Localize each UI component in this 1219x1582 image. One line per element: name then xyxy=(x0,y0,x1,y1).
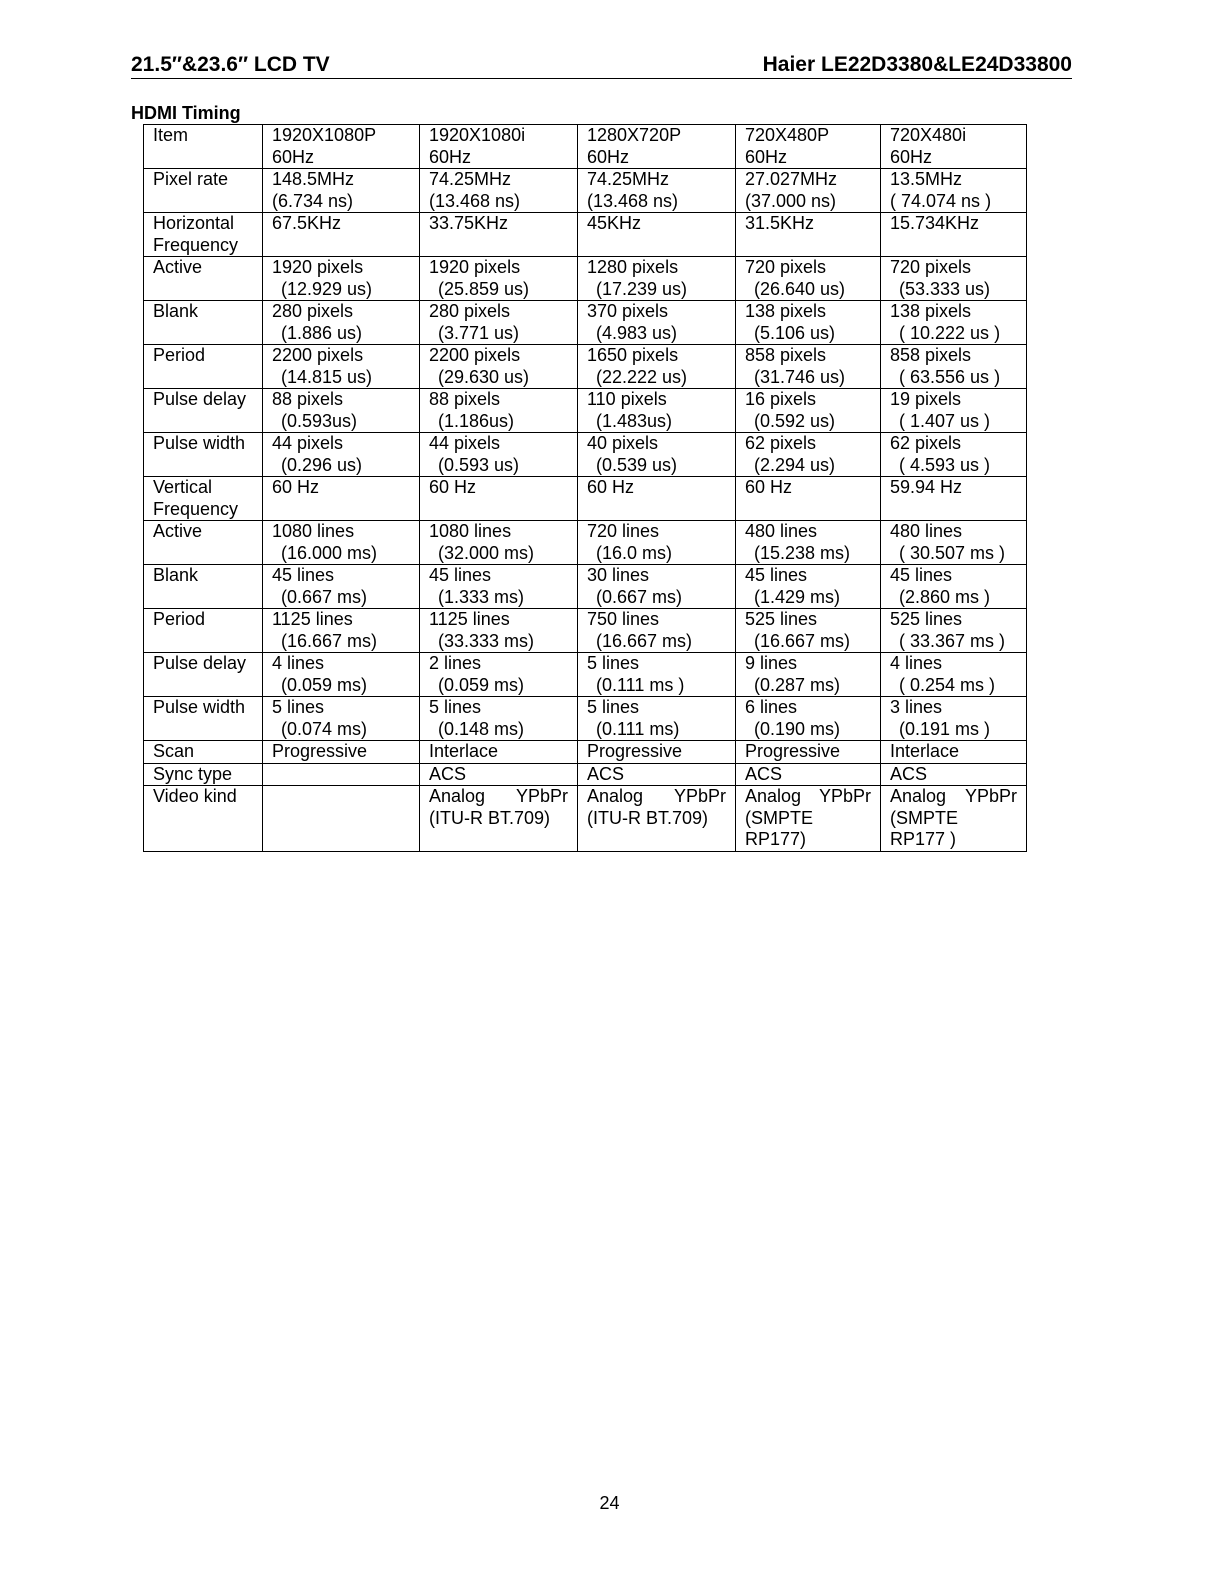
row-label: Frequency xyxy=(153,498,239,519)
cell-text: (16.000 ms) xyxy=(281,542,378,563)
cell-text: 1080 lines xyxy=(272,521,355,541)
cell-text: (33.333 ms) xyxy=(438,630,535,651)
table-cell xyxy=(578,213,736,257)
cell-text: (ITU-R BT.709) xyxy=(587,807,709,828)
cell-text: 16 pixels xyxy=(745,389,817,409)
cell-text: (4.983 us) xyxy=(596,322,678,343)
cell-text: 525 lines xyxy=(890,609,963,629)
row-label-cell xyxy=(144,169,263,213)
cell-text: 1125 lines xyxy=(429,609,510,629)
cell-text: 40 pixels xyxy=(587,433,659,453)
row-label-cell xyxy=(144,433,263,477)
cell-text: 1080 lines xyxy=(429,521,512,541)
cell-text: (0.592 us) xyxy=(754,410,836,431)
cell-text: ( 74.074 ns ) xyxy=(890,190,992,211)
cell-text: (53.333 us) xyxy=(899,278,991,299)
cell-text: Progressive xyxy=(745,741,841,761)
row-label-cell xyxy=(144,565,263,609)
row-label-cell xyxy=(144,477,263,521)
row-label-cell xyxy=(144,213,263,257)
cell-text: ( 4.593 us ) xyxy=(899,454,991,475)
cell-text: 88 pixels xyxy=(272,389,344,409)
table-cell xyxy=(578,257,736,301)
cell-text: Analog YPbPr xyxy=(429,786,568,806)
table-cell xyxy=(736,565,881,609)
table-cell xyxy=(578,609,736,653)
table-row xyxy=(144,609,1027,653)
row-label: Sync type xyxy=(153,763,233,784)
cell-text: ACS xyxy=(890,763,928,784)
cell-text: ( 0.254 ms ) xyxy=(899,674,996,695)
cell-text: (0.074 ms) xyxy=(281,718,368,739)
table-row xyxy=(144,477,1027,521)
row-label-cell xyxy=(144,301,263,345)
table-cell xyxy=(736,521,881,565)
cell-text: ( 33.367 ms ) xyxy=(899,630,1006,651)
cell-text: (1.186us) xyxy=(438,410,515,431)
cell-text: 67.5KHz xyxy=(272,213,342,233)
row-label-cell xyxy=(144,741,263,764)
cell-text: 5 lines xyxy=(587,697,640,717)
table-cell xyxy=(736,257,881,301)
cell-text: 480 lines xyxy=(745,521,818,541)
cell-text: 2200 pixels xyxy=(272,345,364,365)
table-cell xyxy=(578,565,736,609)
cell-text: (29.630 us) xyxy=(438,366,530,387)
cell-text: 19 pixels xyxy=(890,389,962,409)
cell-text: 525 lines xyxy=(745,609,818,629)
section-title: HDMI Timing xyxy=(131,103,241,123)
cell-text: ( 63.556 us ) xyxy=(899,366,1001,387)
cell-text: (25.859 us) xyxy=(438,278,530,299)
cell-text: 33.75KHz xyxy=(429,213,509,233)
cell-text: 60Hz xyxy=(429,146,472,167)
row-label-cell xyxy=(144,786,263,852)
cell-text: (0.059 ms) xyxy=(438,674,525,695)
table-cell xyxy=(420,741,578,764)
cell-text: (0.148 ms) xyxy=(438,718,525,739)
table-cell xyxy=(420,609,578,653)
table-cell xyxy=(881,389,1027,433)
cell-text: (1.429 ms) xyxy=(754,586,841,607)
table-row xyxy=(144,125,1027,169)
table-cell xyxy=(736,301,881,345)
cell-text: (15.238 ms) xyxy=(754,542,851,563)
cell-text: 60Hz xyxy=(272,146,315,167)
cell-text: (31.746 us) xyxy=(754,366,846,387)
row-label-cell xyxy=(144,257,263,301)
cell-text: 1280X720P xyxy=(587,125,682,145)
cell-text: Analog YPbPr xyxy=(587,786,726,806)
cell-text: (26.640 us) xyxy=(754,278,846,299)
table-cell xyxy=(578,301,736,345)
table-cell xyxy=(881,125,1027,169)
table-cell xyxy=(736,169,881,213)
cell-text: 5 lines xyxy=(587,653,640,673)
cell-text: 88 pixels xyxy=(429,389,501,409)
cell-text: (1.886 us) xyxy=(281,322,363,343)
cell-text: 280 pixels xyxy=(272,301,354,321)
table-row xyxy=(144,653,1027,697)
row-label: Pulse delay xyxy=(153,389,247,409)
cell-text: (0.111 ms) xyxy=(596,718,680,739)
table-cell xyxy=(736,741,881,764)
cell-text: (0.593us) xyxy=(281,410,358,431)
cell-text: ACS xyxy=(745,763,783,784)
row-label: Horizontal xyxy=(153,213,235,233)
cell-text: 138 pixels xyxy=(745,301,827,321)
cell-text: (0.059 ms) xyxy=(281,674,368,695)
table-cell xyxy=(578,786,736,852)
cell-text: 1650 pixels xyxy=(587,345,679,365)
table-cell xyxy=(263,301,420,345)
table-cell xyxy=(736,345,881,389)
cell-text: 45KHz xyxy=(587,213,642,233)
table-row xyxy=(144,389,1027,433)
cell-text: 60Hz xyxy=(890,146,933,167)
table-cell xyxy=(420,301,578,345)
table-cell xyxy=(263,763,420,786)
cell-text: Progressive xyxy=(272,741,368,761)
cell-text: ACS xyxy=(429,763,467,784)
table-cell xyxy=(420,786,578,852)
table-cell xyxy=(420,565,578,609)
cell-text: 138 pixels xyxy=(890,301,972,321)
row-label-cell xyxy=(144,125,263,169)
row-label: Video kind xyxy=(153,786,237,806)
cell-text: (0.667 ms) xyxy=(281,586,368,607)
cell-text: Analog YPbPr xyxy=(745,786,871,806)
cell-text: (37.000 ns) xyxy=(745,190,837,211)
table-row xyxy=(144,565,1027,609)
row-label: Item xyxy=(153,125,189,145)
row-label: Vertical xyxy=(153,477,213,497)
row-label: Scan xyxy=(153,741,195,761)
table-cell xyxy=(263,213,420,257)
table-cell xyxy=(578,763,736,786)
table-row xyxy=(144,786,1027,852)
table-cell xyxy=(578,477,736,521)
table-cell xyxy=(736,763,881,786)
table-cell xyxy=(420,653,578,697)
row-label: Active xyxy=(153,257,203,277)
cell-text: 13.5MHz xyxy=(890,169,963,189)
cell-text: 1280 pixels xyxy=(587,257,679,277)
table-cell xyxy=(263,257,420,301)
row-label: Active xyxy=(153,521,203,541)
table-cell xyxy=(881,477,1027,521)
cell-text: 45 lines xyxy=(745,565,808,585)
table-cell xyxy=(263,786,420,852)
cell-text: 44 pixels xyxy=(429,433,501,453)
row-label-cell xyxy=(144,521,263,565)
table-cell xyxy=(881,521,1027,565)
cell-text: (2.860 ms ) xyxy=(899,586,991,607)
table-cell xyxy=(420,169,578,213)
table-cell xyxy=(263,697,420,741)
cell-text: 858 pixels xyxy=(745,345,827,365)
cell-text: ( 10.222 us ) xyxy=(899,322,1001,343)
cell-text: 4 lines xyxy=(890,653,943,673)
cell-text: (12.929 us) xyxy=(281,278,373,299)
table-cell xyxy=(578,741,736,764)
cell-text: 44 pixels xyxy=(272,433,344,453)
table-cell xyxy=(736,786,881,852)
table-cell xyxy=(736,213,881,257)
cell-text: 370 pixels xyxy=(587,301,669,321)
cell-text: (16.667 ms) xyxy=(281,630,378,651)
cell-text: RP177) xyxy=(745,829,807,849)
table-row xyxy=(144,345,1027,389)
cell-text: (0.539 us) xyxy=(596,454,678,475)
cell-text: 2 lines xyxy=(429,653,482,673)
table-cell xyxy=(420,521,578,565)
row-label: Blank xyxy=(153,565,199,585)
table-row xyxy=(144,697,1027,741)
page-number: 24 xyxy=(599,1493,620,1513)
table-cell xyxy=(578,433,736,477)
table-cell xyxy=(578,169,736,213)
cell-text: (16.667 ms) xyxy=(754,630,851,651)
cell-text: (14.815 us) xyxy=(281,366,373,387)
table-cell xyxy=(881,213,1027,257)
cell-text: 45 lines xyxy=(429,565,492,585)
table-cell xyxy=(263,169,420,213)
cell-text: 3 lines xyxy=(890,697,943,717)
cell-text: 1920X1080P xyxy=(272,125,377,145)
header-title-right: Haier LE22D3380&LE24D33800 xyxy=(762,53,1072,76)
table-cell xyxy=(420,763,578,786)
table-cell xyxy=(736,653,881,697)
cell-text: (5.106 us) xyxy=(754,322,836,343)
table-cell xyxy=(881,763,1027,786)
table-row xyxy=(144,169,1027,213)
cell-text: (1.483us) xyxy=(596,410,673,431)
cell-text: 31.5KHz xyxy=(745,213,815,233)
cell-text: 720 pixels xyxy=(890,257,972,277)
cell-text: 45 lines xyxy=(272,565,335,585)
table-cell xyxy=(736,389,881,433)
cell-text: 720X480i xyxy=(890,125,967,145)
cell-text: ( 1.407 us ) xyxy=(899,410,991,431)
row-label-cell xyxy=(144,653,263,697)
cell-text: ( 30.507 ms ) xyxy=(899,542,1006,563)
table-cell xyxy=(881,786,1027,852)
cell-text: 62 pixels xyxy=(890,433,962,453)
row-label-cell xyxy=(144,609,263,653)
table-cell xyxy=(578,125,736,169)
table-cell xyxy=(736,433,881,477)
cell-text: (0.191 ms ) xyxy=(899,718,991,739)
cell-text: Progressive xyxy=(587,741,683,761)
table-cell xyxy=(263,741,420,764)
table-cell xyxy=(881,565,1027,609)
table-cell xyxy=(263,653,420,697)
table-cell xyxy=(420,697,578,741)
cell-text: RP177 ) xyxy=(890,829,957,849)
table-cell xyxy=(263,609,420,653)
table-row xyxy=(144,433,1027,477)
cell-text: (SMPTE xyxy=(745,807,814,828)
cell-text: 4 lines xyxy=(272,653,325,673)
table-cell xyxy=(578,389,736,433)
table-row xyxy=(144,213,1027,257)
cell-text: 74.25MHz xyxy=(429,169,512,189)
cell-text: (0.190 ms) xyxy=(754,718,841,739)
row-label: Blank xyxy=(153,301,199,321)
cell-text: (3.771 us) xyxy=(438,322,520,343)
cell-text: Interlace xyxy=(890,741,960,761)
cell-text: 74.25MHz xyxy=(587,169,670,189)
cell-text: 858 pixels xyxy=(890,345,972,365)
cell-text: 27.027MHz xyxy=(745,169,838,189)
cell-text: (17.239 us) xyxy=(596,278,688,299)
table-row xyxy=(144,521,1027,565)
hdmi-timing-table-body xyxy=(144,125,1027,852)
cell-text: 1920X1080i xyxy=(429,125,526,145)
cell-text: 720 lines xyxy=(587,521,660,541)
page-header xyxy=(131,53,1072,79)
cell-text: 60 Hz xyxy=(429,477,477,497)
row-label: Pulse delay xyxy=(153,653,247,673)
cell-text: (0.593 us) xyxy=(438,454,520,475)
cell-text: 148.5MHz xyxy=(272,169,355,189)
cell-text: 45 lines xyxy=(890,565,953,585)
table-cell xyxy=(420,389,578,433)
table-cell xyxy=(736,697,881,741)
row-label: Pixel rate xyxy=(153,169,229,189)
cell-text: 1920 pixels xyxy=(429,257,521,277)
cell-text: 280 pixels xyxy=(429,301,511,321)
row-label-cell xyxy=(144,763,263,786)
cell-text: (13.468 ns) xyxy=(429,190,521,211)
cell-text: 2200 pixels xyxy=(429,345,521,365)
cell-text: 9 lines xyxy=(745,653,798,673)
cell-text: (ITU-R BT.709) xyxy=(429,807,551,828)
table-cell xyxy=(420,477,578,521)
table-cell xyxy=(263,565,420,609)
cell-text: (2.294 us) xyxy=(754,454,836,475)
cell-text: 60 Hz xyxy=(587,477,635,497)
cell-text: (13.468 ns) xyxy=(587,190,679,211)
row-label: Pulse width xyxy=(153,433,246,453)
cell-text: 1125 lines xyxy=(272,609,353,629)
cell-text: 30 lines xyxy=(587,565,650,585)
cell-text: (22.222 us) xyxy=(596,366,688,387)
table-row xyxy=(144,257,1027,301)
table-cell xyxy=(881,741,1027,764)
cell-text: Analog YPbPr xyxy=(890,786,1017,806)
table-cell xyxy=(420,345,578,389)
table-cell xyxy=(420,433,578,477)
table-cell xyxy=(881,609,1027,653)
table-cell xyxy=(420,125,578,169)
table-cell xyxy=(881,169,1027,213)
cell-text: (SMPTE xyxy=(890,807,959,828)
cell-text: 5 lines xyxy=(429,697,482,717)
cell-text: (0.296 us) xyxy=(281,454,363,475)
cell-text: 1920 pixels xyxy=(272,257,364,277)
cell-text: 60Hz xyxy=(587,146,630,167)
row-label: Pulse width xyxy=(153,697,246,717)
cell-text: (32.000 ms) xyxy=(438,542,535,563)
table-cell xyxy=(578,653,736,697)
cell-text: 720X480P xyxy=(745,125,830,145)
table-cell xyxy=(263,125,420,169)
table-cell xyxy=(881,697,1027,741)
cell-text: 59.94 Hz xyxy=(890,477,963,497)
cell-text: (0.667 ms) xyxy=(596,586,683,607)
cell-text: 480 lines xyxy=(890,521,963,541)
row-label-cell xyxy=(144,345,263,389)
table-cell xyxy=(420,257,578,301)
table-cell xyxy=(263,389,420,433)
cell-text: 62 pixels xyxy=(745,433,817,453)
cell-text: 110 pixels xyxy=(587,389,667,409)
row-label: Period xyxy=(153,345,206,365)
table-cell xyxy=(881,433,1027,477)
cell-text: Interlace xyxy=(429,741,499,761)
table-cell xyxy=(263,521,420,565)
cell-text: 750 lines xyxy=(587,609,660,629)
cell-text: 15.734KHz xyxy=(890,213,980,233)
table-cell xyxy=(578,345,736,389)
table-cell xyxy=(578,697,736,741)
cell-text: 60 Hz xyxy=(745,477,793,497)
cell-text: 6 lines xyxy=(745,697,798,717)
cell-text: (6.734 ns) xyxy=(272,190,354,211)
cell-text: (0.111 ms ) xyxy=(596,674,685,695)
table-cell xyxy=(736,477,881,521)
cell-text: 60Hz xyxy=(745,146,788,167)
row-label: Frequency xyxy=(153,234,239,255)
cell-text: 5 lines xyxy=(272,697,325,717)
table-cell xyxy=(736,125,881,169)
cell-text: (16.0 ms) xyxy=(596,542,673,563)
row-label-cell xyxy=(144,697,263,741)
cell-text: (1.333 ms) xyxy=(438,586,525,607)
table-cell xyxy=(881,301,1027,345)
cell-text: ACS xyxy=(587,763,625,784)
row-label-cell xyxy=(144,389,263,433)
table-cell xyxy=(578,521,736,565)
row-label: Period xyxy=(153,609,206,629)
cell-text: (16.667 ms) xyxy=(596,630,693,651)
cell-text: 60 Hz xyxy=(272,477,320,497)
table-cell xyxy=(881,257,1027,301)
hdmi-timing-table xyxy=(143,124,1027,852)
table-cell xyxy=(263,433,420,477)
table-cell xyxy=(881,345,1027,389)
table-cell xyxy=(263,477,420,521)
table-row xyxy=(144,741,1027,764)
cell-text: (0.287 ms) xyxy=(754,674,841,695)
table-cell xyxy=(420,213,578,257)
table-cell xyxy=(881,653,1027,697)
header-title-left: 21.5″&23.6″ LCD TV xyxy=(131,53,330,76)
cell-text: 720 pixels xyxy=(745,257,827,277)
table-cell xyxy=(263,345,420,389)
table-row xyxy=(144,301,1027,345)
table-cell xyxy=(736,609,881,653)
table-row xyxy=(144,763,1027,786)
